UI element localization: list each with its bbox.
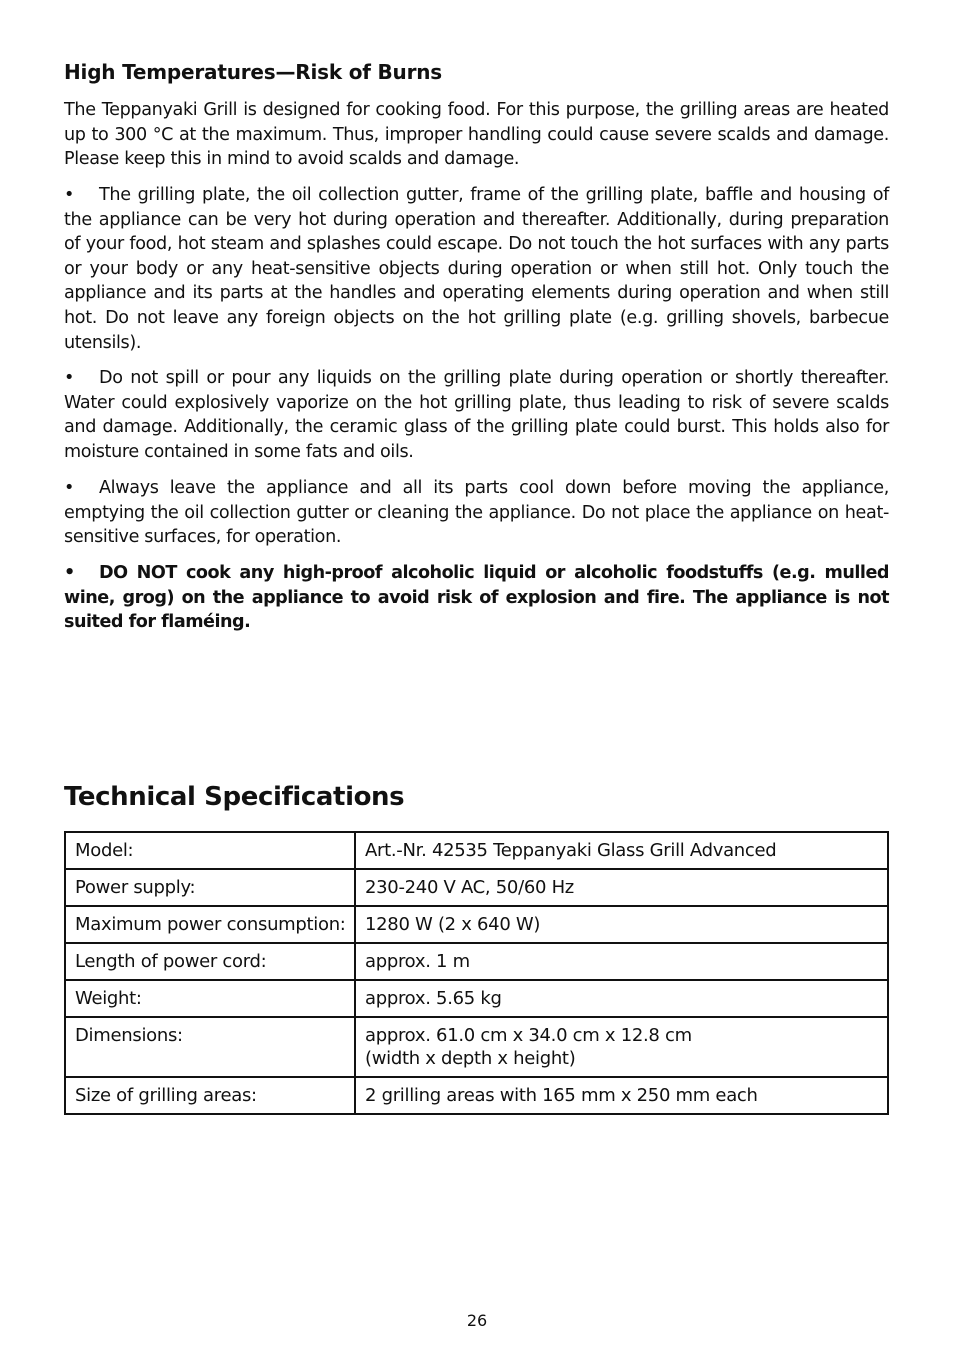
spec-value-text: 1280 W (2 x 640 W) [365, 914, 541, 935]
burns-bullet-3 [64, 476, 889, 550]
spec-value-text: 2 grilling areas with 165 mm x 250 mm each [365, 1085, 758, 1106]
table-row [65, 832, 888, 869]
bullet-text: The grilling plate, the oil collection gutter, frame of the grilling plate, baffle and housing of the appliance can be very hot during operation and thereafter. Additionally, during preparation of your food, hot steam and splashes could escape. Do not touch the hot surfaces with any parts or your body or any heat-sensitive objects during operation or when still hot. Only touch the appliance and its parts at the handles and operating elements during operation and when still hot. Do not leave any foreign objects on the hot grilling plate (e.g. grilling shovels, barbecue utensils). [64, 185, 889, 353]
burns-intro-paragraph: The Teppanyaki Grill is designed for cooking food. For this purpose, the grilling areas are heated up to 300 °C at the maximum. Thus, improper handling could cause severe scalds and damage. Please keep this in mind to avoid scalds and damage. [64, 100, 889, 170]
spec-value [355, 906, 888, 943]
spec-label: Maximum power consumption: [65, 906, 355, 943]
table-row [65, 943, 888, 980]
burns-bullet-4-warning [64, 561, 889, 635]
burns-bullet-2 [64, 366, 889, 464]
table-row [65, 1017, 888, 1077]
spec-value-text-line2: (width x depth x height) [365, 1048, 576, 1069]
spec-label: Length of power cord: [65, 943, 355, 980]
page-number: 26 [466, 1311, 488, 1330]
spec-value [355, 869, 888, 906]
bullet-text: DO NOT cook any high-proof alcoholic liquid or alcoholic foodstuffs (e.g. mulled wine, grog) on the appliance to avoid risk of explosion and fire. The appliance is not suited for flaméing. [64, 563, 889, 633]
spec-value-text: approx. 1 m [365, 951, 470, 972]
bullet-marker: • [64, 478, 75, 498]
spec-value [355, 1077, 888, 1114]
bullet-marker: • [64, 185, 75, 205]
spec-value [355, 832, 888, 869]
spec-label: Weight: [65, 980, 355, 1017]
spec-value-text: approx. 61.0 cm x 34.0 cm x 12.8 cm [365, 1025, 692, 1046]
bullet-text: Always leave the appliance and all its parts cool down before moving the appliance, emptying the oil collection gutter or cleaning the appliance. Do not place the appliance on heat-sensitive surfaces, for operation. [64, 478, 889, 548]
burns-bullet-1 [64, 183, 889, 355]
spec-value-text: 230-240 V AC, 50/60 Hz [365, 877, 574, 898]
spec-label: Model: [65, 832, 355, 869]
bullet-text: Do not spill or pour any liquids on the grilling plate during operation or shortly thereafter. Water could explosively vaporize on the hot grilling plate, thus leading to risk of severe scalds and damage. Additionally, the ceramic glass of the grilling plate could burst. This holds also for moisture contained in some fats and oils. [64, 368, 889, 462]
table-row [65, 1077, 888, 1114]
spec-label: Power supply: [65, 869, 355, 906]
bullet-marker: • [64, 368, 75, 388]
table-row [65, 869, 888, 906]
bullet-marker: • [64, 563, 75, 583]
specs-title: Technical Specifications [64, 782, 405, 812]
spec-label: Size of grilling areas: [65, 1077, 355, 1114]
specs-table [64, 831, 889, 1115]
table-row [65, 980, 888, 1017]
spec-label: Dimensions: [65, 1017, 355, 1077]
spec-value-text: approx. 5.65 kg [365, 988, 502, 1009]
spec-value-text: Art.-Nr. 42535 Teppanyaki Glass Grill Advanced [365, 840, 777, 861]
table-row [65, 906, 888, 943]
burns-section-heading: High Temperatures—Risk of Burns [64, 60, 442, 84]
spec-value [355, 980, 888, 1017]
spec-value [355, 1017, 888, 1077]
spec-value [355, 943, 888, 980]
